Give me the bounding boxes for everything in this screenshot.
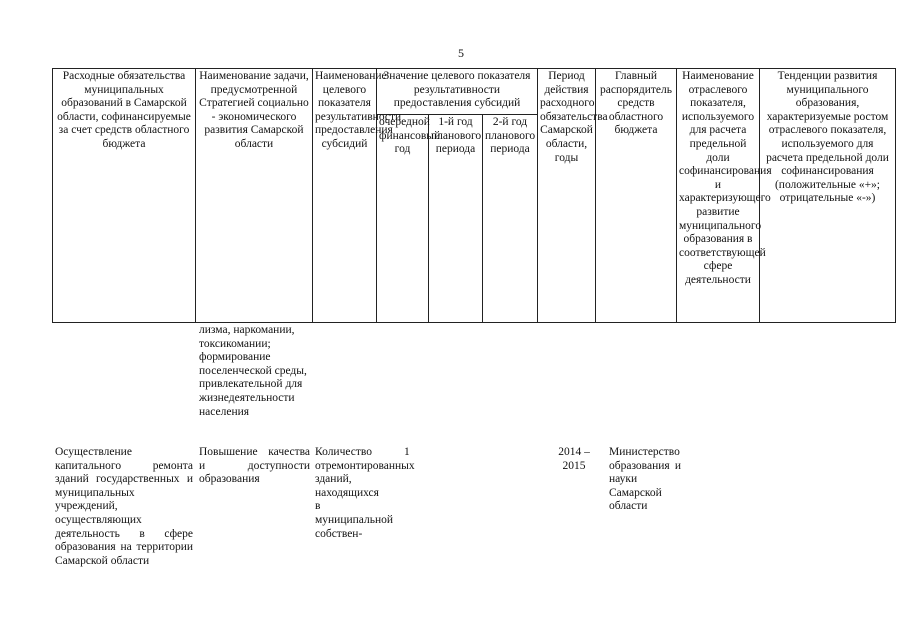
header-indicator-value-group: Значение целевого показателя результативности предоставления субсидий <box>377 69 538 115</box>
header-plan-year-1: 1-й год планового периода <box>429 115 483 323</box>
header-next-year: очередной финансовый год <box>377 115 429 323</box>
header-task: Наименование задачи, предусмотренной Стратегией социально - экономического развития Самарской области <box>196 69 313 323</box>
header-indicator: Наименование целевого показателя результативности предоставления субсидий <box>313 69 377 323</box>
row-task: Повышение качества и доступности образования <box>199 446 310 486</box>
header-trends: Тенденции развития муниципального образования, характеризуемые ростом отраслевого показателя, используемого для расчета предельной доли софинансирования (положительные «+»; отрицательные «-») <box>760 69 896 323</box>
header-obligations: Расходные обязательства муниципальных образований в Самарской области, софинансируемые за счет средств областного бюджета <box>53 69 196 323</box>
row-indicator: Количество отремонтированных зданий, находящихся в муниципальной собствен- <box>315 446 415 540</box>
row-obligation: Осуществление капитального ремонта зданий государственных и муниципальных учреждений, осуществляющих деятельность в сфере образования на территории Самарской области <box>55 446 193 567</box>
continued-task-text: лизма, наркомании, токсикомании; формирование поселенческой среды, привлекательной для жизнедеятельности населения <box>199 324 307 418</box>
header-sector-indicator: Наименование отраслевого показателя, используемого для расчета предельной доли софинансирования и характеризующего развитие муниципального образования в соответствующей сфере деятельности <box>677 69 760 323</box>
row-administrator: Министерство образования и науки Самарской области <box>609 446 681 513</box>
row-period: 2014 – 2015 <box>558 446 590 472</box>
header-plan-year-2: 2-й год планового периода <box>483 115 538 323</box>
page-number: 5 <box>458 46 464 60</box>
header-period: Период действия расходного обязательства Самарской области, годы <box>538 69 596 323</box>
header-table <box>52 68 896 323</box>
row-value-next-year: 1 <box>404 446 410 458</box>
header-administrator: Главный распорядитель средств областного бюджета <box>596 69 677 323</box>
